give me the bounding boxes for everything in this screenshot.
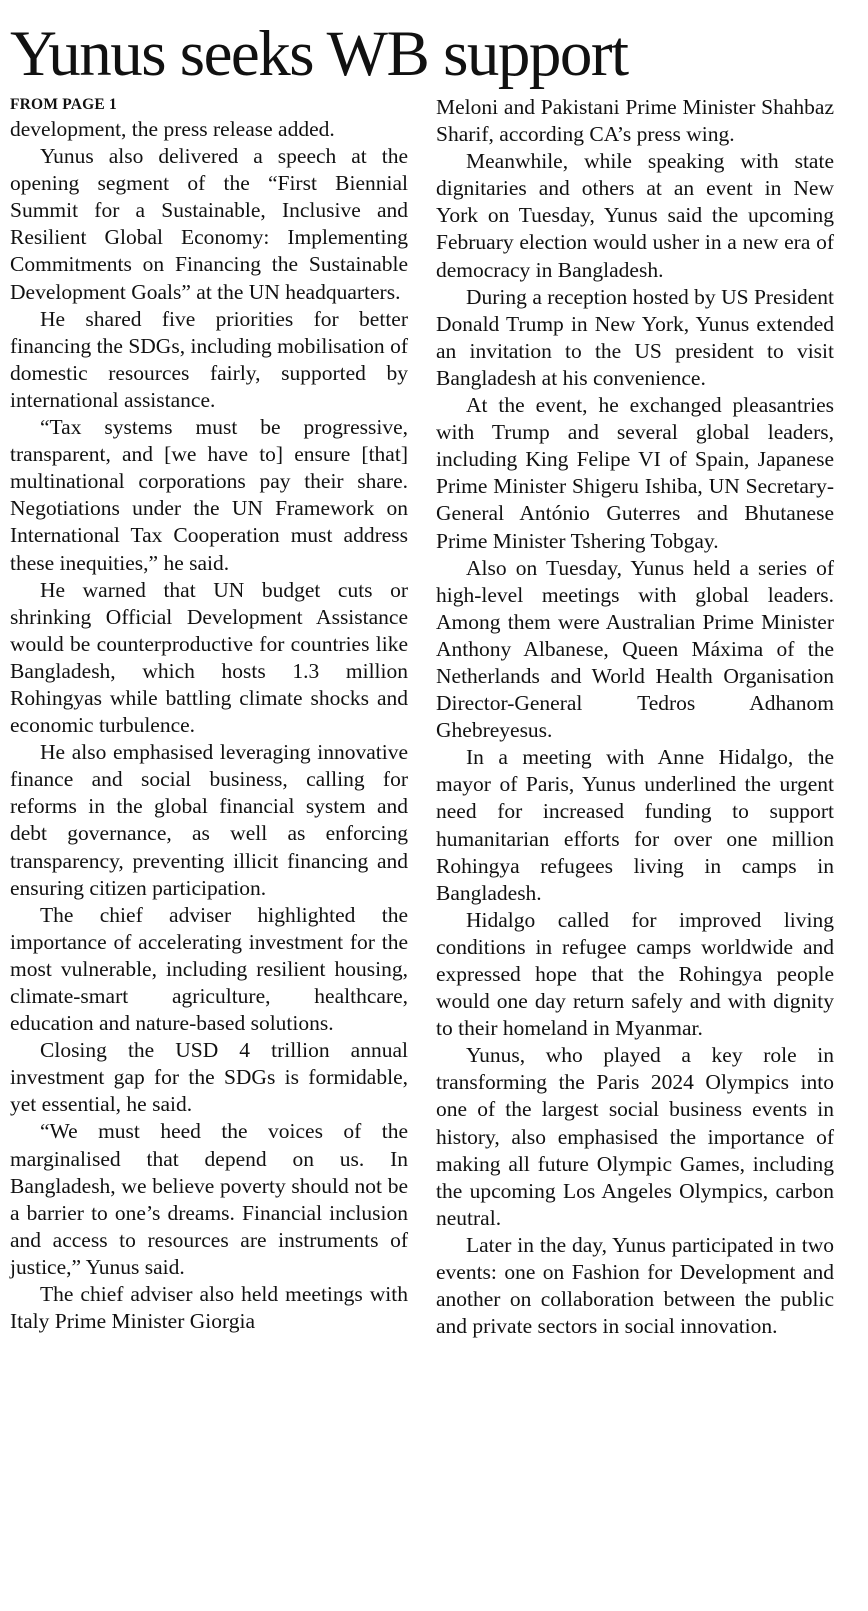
paragraph: He also emphasised leveraging innovative finance and social business, calling for reforms in the global financial system and debt governance, as well as enforcing transparency, preventing illicit financing and ensuring citizen participation. <box>10 740 408 900</box>
paragraph: In a meeting with Anne Hidalgo, the mayor of Paris, Yunus underlined the urgent need for increased funding to support humanitarian efforts for over one million Rohingya refugees living in camps in Bangladesh. <box>436 745 834 905</box>
paragraph: The chief adviser also held meetings with Italy Prime Minister Giorgia <box>10 1282 408 1334</box>
paragraph: Closing the USD 4 trillion annual investment gap for the SDGs is formidable, yet essential, he said. <box>10 1038 408 1117</box>
paragraph: The chief adviser highlighted the importance of accelerating investment for the most vulnerable, including resilient housing, climate-smart agriculture, healthcare, education and nature-based solutions. <box>10 902 408 1036</box>
paragraph: At the event, he exchanged pleasantries with Trump and several global leaders, including King Felipe VI of Spain, Japanese Prime Minister Shigeru Ishiba, UN Secretary-General António Guterres and Bhutanese Prime Minister Tshering Tobgay. <box>436 393 834 553</box>
left-column <box>10 94 408 1335</box>
paragraph: Meanwhile, while speaking with state dignitaries and others at an event in New York on Tuesday, Yunus said the upcoming February election would usher in a new era of democracy in Bangladesh. <box>436 149 834 282</box>
right-column <box>436 94 834 1340</box>
paragraph: “Tax systems must be progressive, transparent, and [we have to] ensure [that] multinational corporations pay their share. Negotiations under the UN Framework on International Tax Cooperation must address these inequities,” he said. <box>10 415 408 575</box>
paragraph: He warned that UN budget cuts or shrinking Official Development Assistance would be counterproductive for countries like Bangladesh, which hosts 1.3 million Rohingyas while battling climate shocks and economic turbulence. <box>10 577 408 738</box>
paragraph: He shared five priorities for better financing the SDGs, including mobilisation of domestic resources fairly, supported by international assistance. <box>10 306 408 412</box>
paragraph: Later in the day, Yunus participated in two events: one on Fashion for Development and another on collaboration between the public and private sectors in social innovation. <box>436 1232 834 1339</box>
paragraph: Yunus, who played a key role in transforming the Paris 2024 Olympics into one of the largest social business events in history, also emphasised the importance of making all future Olympic Games, including the upcoming Los Angeles Olympics, carbon neutral. <box>436 1043 834 1230</box>
paragraph: “We must heed the voices of the marginalised that depend on us. In Bangladesh, we believe poverty should not be a barrier to one’s dreams. Financial inclusion and access to resources are instruments of justice,” Yunus said. <box>10 1119 408 1279</box>
paragraph: development, the press release added. <box>10 117 335 141</box>
paragraph: Also on Tuesday, Yunus held a series of high-level meetings with global leaders. Among them were Australian Prime Minister Anthony Albanese, Queen Máxima of the Netherlands and World Health Organisation Director-General Tedros Adhanom Ghebreyesus. <box>436 555 834 743</box>
continued-from-label: FROM PAGE 1 <box>10 96 117 113</box>
paragraph: Hidalgo called for improved living conditions in refugee camps worldwide and expressed hope that the Rohingya people would one day return safely and with dignity to their homeland in Myanmar. <box>436 907 834 1041</box>
paragraph: Meloni and Pakistani Prime Minister Shahbaz Sharif, according CA’s press wing. <box>436 95 834 147</box>
paragraph: Yunus also delivered a speech at the opening segment of the “First Biennial Summit for a Sustainable, Inclusive and Resilient Global Economy: Implementing Commitments on Financing the Sustainable Development Goals” at the UN headquarters. <box>10 144 408 304</box>
headline: Yunus seeks WB support <box>10 18 628 90</box>
paragraph: During a reception hosted by US President Donald Trump in New York, Yunus extended an invitation to the US president to visit Bangladesh at his convenience. <box>436 284 834 390</box>
